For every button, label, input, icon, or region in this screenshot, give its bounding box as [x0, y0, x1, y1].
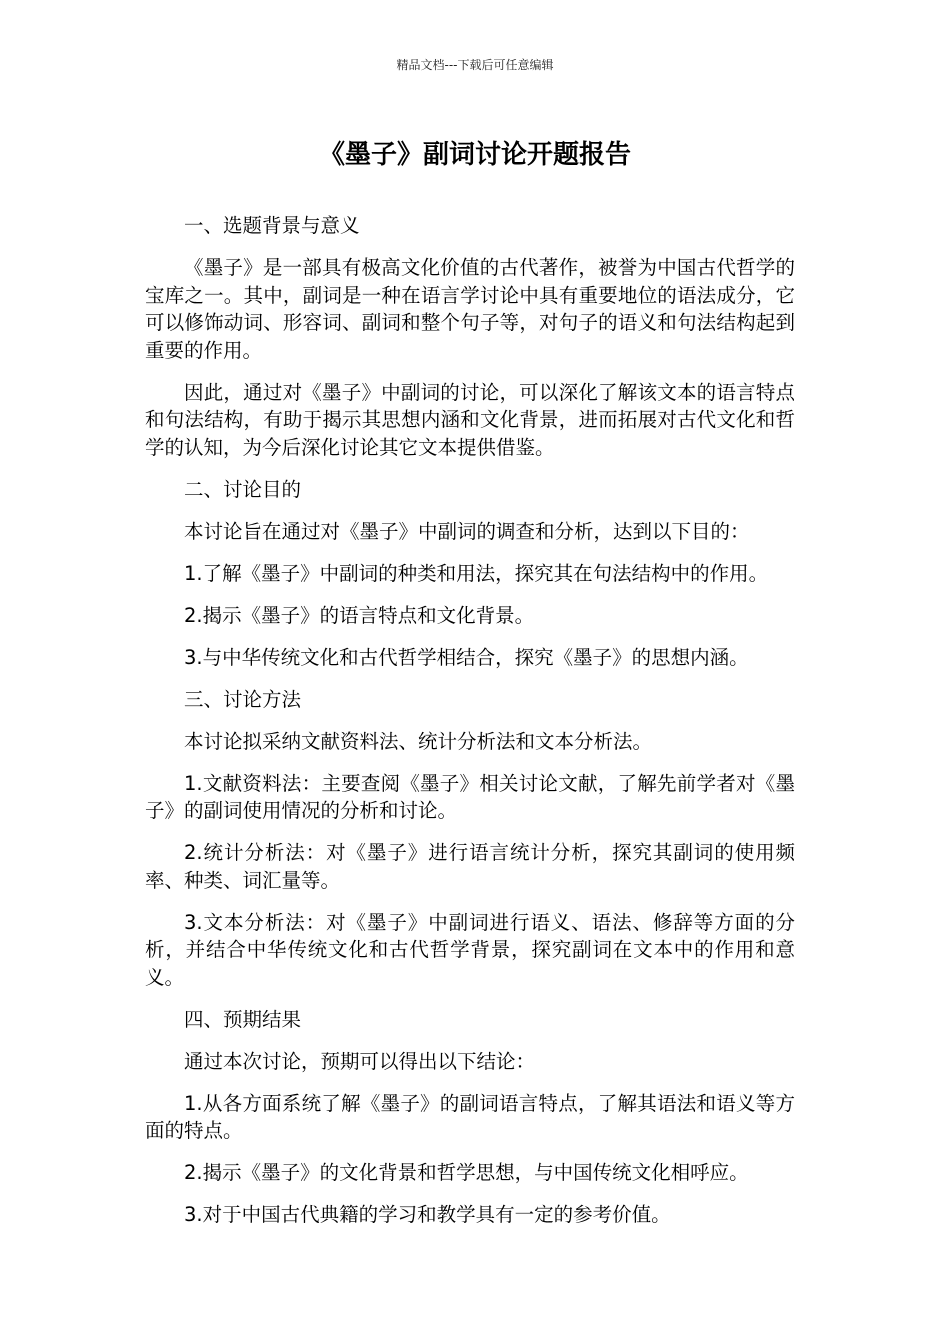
list-item-purpose-2: 2.揭示《墨子》的语言特点和文化背景。 — [184, 603, 535, 627]
section-heading-expected-results: 四、预期结果 — [184, 1007, 302, 1031]
document-body — [145, 212, 795, 1243]
paragraph-results-intro: 通过本次讨论，预期可以得出以下结论： — [184, 1049, 536, 1073]
section-heading-purpose: 二、讨论目的 — [184, 477, 302, 501]
list-item-method-2: 2.统计分析法：对《墨子》进行语言统计分析，探究其副词的使用频率、种类、词汇量等。 — [145, 841, 795, 892]
section-heading-background: 一、选题背景与意义 — [184, 214, 360, 237]
list-item-method-1: 1.文献资料法：主要查阅《墨子》相关讨论文献，了解先前学者对《墨子》的副词使用情况的分析和讨论。 — [145, 771, 795, 822]
list-item-purpose-1: 1.了解《墨子》中副词的种类和用法，探究其在句法结构中的作用。 — [184, 561, 769, 585]
paragraph-background-2: 因此，通过对《墨子》中副词的讨论，可以深化了解该文本的语言特点和句法结构，有助于揭示其思想内涵和文化背景，进而拓展对古代文化和哲学的认知，为今后深化讨论其它文本提供借鉴。 — [145, 380, 795, 459]
list-item-result-3: 3.对于中国古代典籍的学习和教学具有一定的参考价值。 — [184, 1203, 671, 1226]
list-item-method-3: 3.文本分析法：对《墨子》中副词进行语义、语法、修辞等方面的分析，并结合中华传统文化和古代哲学背景，探究副词在文本中的作用和意义。 — [145, 910, 795, 989]
paragraph-background-1: 《墨子》是一部具有极高文化价值的古代著作，被誉为中国古代哲学的宝库之一。其中，副词是一种在语言学讨论中具有重要地位的语法成分，它可以修饰动词、形容词、副词和整个句子等，对句子的语义和句法结构起到重要的作用。 — [145, 256, 795, 362]
list-item-purpose-3: 3.与中华传统文化和古代哲学相结合，探究《墨子》的思想内涵。 — [184, 645, 749, 669]
section-heading-method: 三、讨论方法 — [184, 687, 302, 711]
list-item-result-2: 2.揭示《墨子》的文化背景和哲学思想，与中国传统文化相呼应。 — [184, 1161, 749, 1184]
paragraph-method-intro: 本讨论拟采纳文献资料法、统计分析法和文本分析法。 — [184, 729, 653, 753]
header-note: 精品文档---下载后可任意编辑 — [396, 58, 554, 72]
list-item-result-1: 1.从各方面系统了解《墨子》的副词语言特点，了解其语法和语义等方面的特点。 — [145, 1091, 795, 1142]
paragraph-purpose-intro: 本讨论旨在通过对《墨子》中副词的调查和分析，达到以下目的： — [184, 519, 750, 543]
document-title: 《墨子》副词讨论开题报告 — [318, 140, 631, 170]
